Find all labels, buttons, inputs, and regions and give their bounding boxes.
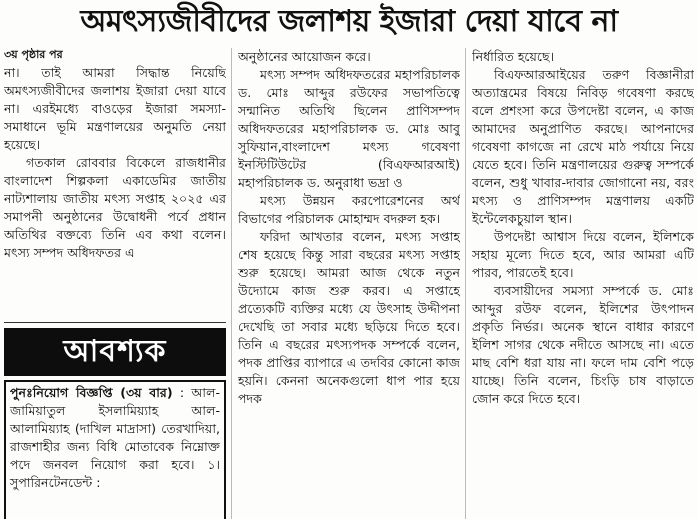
paragraph: মৎস্য উন্নয়ন করপোরেশনের অর্থ বিভাগের পরিচালক মোহাম্মদ বদরুল হক। bbox=[238, 193, 460, 226]
article-column-3 bbox=[472, 48, 694, 519]
paragraph: নির্ধারিত হয়েছে। bbox=[472, 49, 555, 64]
paragraph: উপদেষ্টা আশ্বাস দিয়ে বলেন, ইলিশকে সহায় মূল্যে দিতে হবে, আর আমরা এটি পারব, পারতেই হবে। bbox=[472, 229, 694, 280]
column-divider bbox=[465, 48, 466, 519]
paragraph: গতকাল রোববার বিকেলে রাজধানীর বাংলাদেশ শিল্পকলা একাডেমির জাতীয় নাট্যশালায় জাতীয় মৎস্য সপ্তাহ ২০২৫ এর সমাপনী অনুষ্ঠানের উদ্বোধনী পর্বে প্রধান অতিথির বক্তব্যে তিনি এব কথা বলেন। মৎস্য সম্পদ অধিদফতর এ bbox=[4, 155, 226, 260]
paragraph: মৎস্য সম্পদ অধিদফতরের মহাপরিচালক ড. মোঃ আব্দুর রউফের সভাপতিত্বে সন্মানিত অতিথি ছিলেন প্রাণিসম্পদ অধিদফতরের মহাপরিচালক ড. মোঃ আবু সুফিয়ান,বাংলাদেশ মৎস্য গবেষণা ইনস্টিটিউটের (বিএফআরআই) মহাপরিচালক ড. অনুরাধা ভদ্রা ও bbox=[238, 67, 460, 190]
section-rule bbox=[4, 322, 226, 323]
ad-title: পুনঃনিয়োগ বিজ্ঞপ্তি (৩য় বার) bbox=[10, 385, 173, 400]
headline: অমৎস্যজীবীদের জলাশয় ইজারা দেয়া যাবে না bbox=[80, 3, 618, 39]
classified-ad bbox=[4, 380, 226, 519]
paragraph: অনুষ্ঠানের আয়োজন করে। bbox=[238, 49, 371, 64]
column-divider bbox=[231, 48, 232, 519]
article-column-2 bbox=[238, 48, 460, 519]
paragraph: বিএফআরআইয়ের তরুণ বিজ্ঞানীরা অত্যান্ত্রমের বিষয়ে নিবিড় গবেষণা করছে বলে প্রশংসা করে উপদেষ্টা বলেন, এ কাজ আমাদের অনুপ্রাণিত করছে। আপনাদের গবেষণা কাগজে না রেখে মাঠ পর্যায়ে নিয়ে যেতে হবে। তিনি মন্ত্রণালয়ের গুরুত্ব সম্পর্কে বলেন, শুধু খাবার-দাবার জোগানো নয়, বরং মৎস্য ও প্রাণিসম্পদ মন্ত্রণালয় একটি ইন্টেলেকচুয়াল স্থান। bbox=[472, 67, 694, 226]
article-column-1 bbox=[4, 48, 226, 318]
paragraph: ব্যবসায়ীদের সমস্যা সম্পর্কে ড. মোঃ আব্দুর রউফ বলেন, ইলিশের উৎপাদন প্রকৃতি নির্ভর। অনেক স্থানে বাধার কারণে ইলিশ সাগর থেকে নদীতে আসছে না। এতে মাছ বেশি ধরা যায় না। ফলে দাম বেশি পড়ে যাচ্ছে। তিনি বলেন, চিংড়ি চাষ বাড়াতে জোন করে দিতে হবে। bbox=[472, 283, 694, 406]
continued-label: ৩য় পৃষ্ঠার পর bbox=[4, 48, 63, 61]
ad-body: : আল-জামিয়াতুল ইসলামিয়্যাহ আল-আলামিয়্যাহ (দাখিল মাদ্রাসা) তেরখাদিয়া, রাজশাহীর জন্য বিধি মোতাবেক নিম্নোক্ত পদে জনবল নিয়োগ করা হবে। ১। সুপারিনটেনডেন্ট : bbox=[10, 385, 220, 490]
paragraph: ফরিদা আখতার বলেন, মৎস্য সপ্তাহ শেষ হয়েছে কিন্তু সারা বছরের মৎস্য সপ্তাহ শুরু হয়েছে। আমরা আজ থেকে নতুন উদ্যোমে কাজ শুরু করব। এ সপ্তাহে প্রত্যেকটি ব্যক্তির মধ্যে যে উৎসাহ উদ্দীপনা দেখেছি তা সবার মধ্যে ছড়িয়ে দিতে হবে। তিনি এ বছরের মৎস্যপদক সম্পর্কে বলেন, পদক প্রাপ্তির ব্যাপারে এ তদবির কোনো কাজ হয়নি। কেননা অনেকগুলো ধাপ পার হয়ে পদক bbox=[238, 229, 460, 406]
ad-banner: আবশ্যক bbox=[4, 328, 226, 376]
paragraph: না। তাই আমরা সিদ্ধান্ত নিয়েছি অমৎস্যজীবীদের জলাশয় ইজারা দেয়া যাবে না। এরইমধ্যে বাওড়ের ইজারা সমস্যা-সমাধানে ভূমি মন্ত্রণালয়ের অনুমতি নেয়া হয়েছে। bbox=[4, 65, 226, 152]
